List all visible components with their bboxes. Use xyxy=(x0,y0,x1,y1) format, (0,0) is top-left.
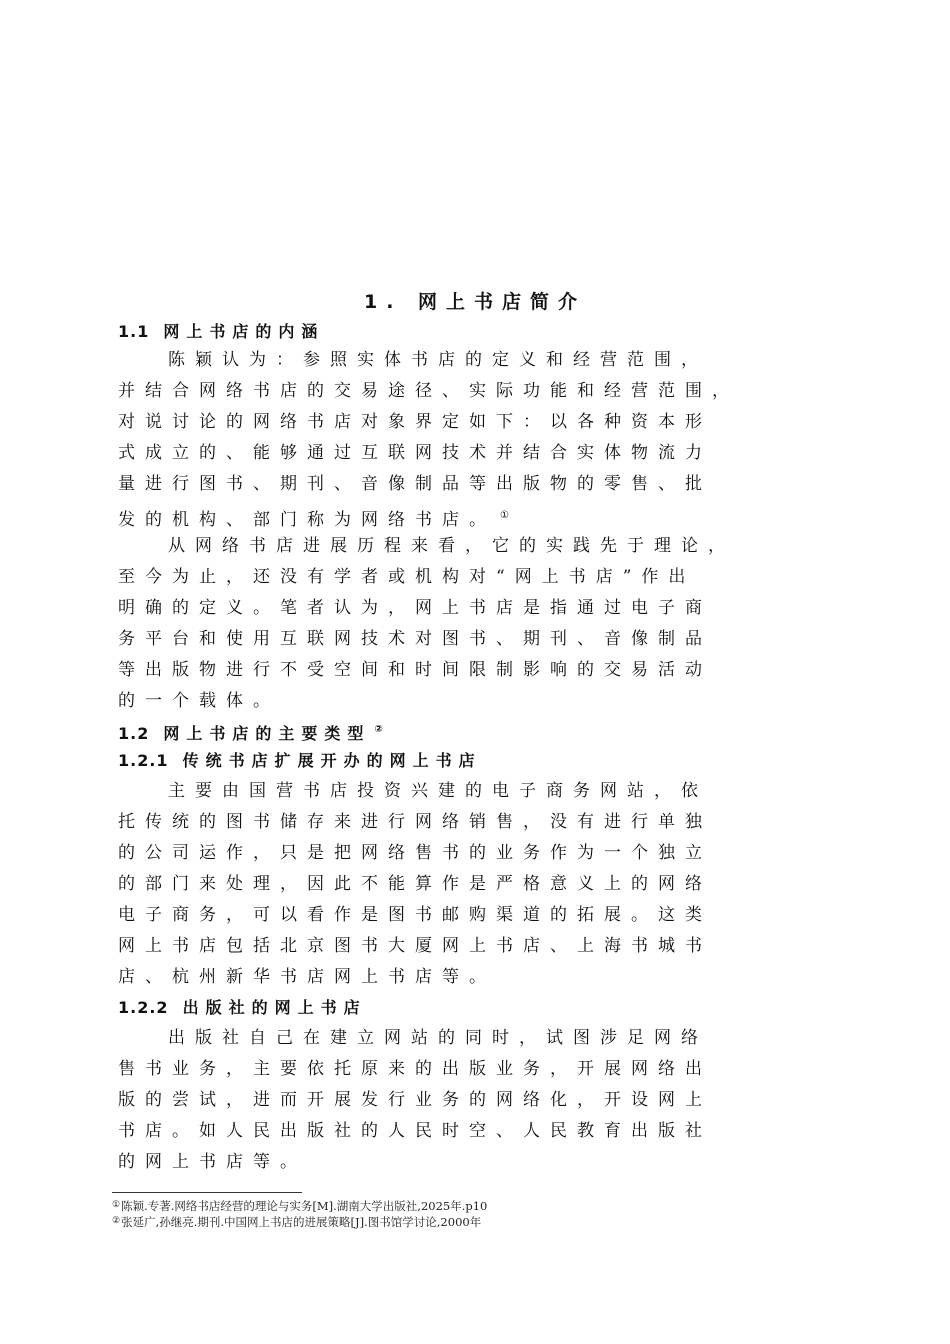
section-heading-text: 网上书店的主要类型 xyxy=(163,724,371,743)
section-heading-1-2-1 xyxy=(118,749,482,773)
text-line: 对说讨论的网络书店对象界定如下：以各种资本形 xyxy=(118,412,712,432)
text-line: 至今为止，还没有学者或机构对“网上书店”作出 xyxy=(118,567,696,587)
text-line: 并结合网络书店的交易途径、实际功能和经营范围， xyxy=(118,381,739,401)
text-line: 版的尝试，进而开展发行业务的网络化，开设网上 xyxy=(118,1090,712,1110)
text-line: 网上书店包括北京图书大厦网上书店、上海书城书 xyxy=(118,936,712,956)
section-heading-text: 传统书店扩展开办的网上书店 xyxy=(182,751,482,770)
text-line: 店、杭州新华书店网上书店等。 xyxy=(118,967,496,987)
section-number: 1.2.1 xyxy=(118,751,169,770)
text-line: 的部门来处理，因此不能算作是严格意义上的网络 xyxy=(118,874,712,894)
text-line: 电子商务，可以看作是图书邮购渠道的拓展。这类 xyxy=(118,905,712,925)
text-line: 售书业务，主要依托原来的出版业务，开展网络出 xyxy=(118,1059,712,1079)
chapter-title: 1. 网上书店简介 xyxy=(363,291,587,313)
footnote-ref[interactable]: ② xyxy=(374,724,383,735)
footnote-2 xyxy=(112,1214,481,1230)
text-line: 主要由国营书店投资兴建的电子商务网站，依 xyxy=(168,781,708,801)
text-line: 从网络书店进展历程来看，它的实践先于理论， xyxy=(168,536,735,556)
footnote-ref[interactable]: ① xyxy=(500,510,509,521)
text-line: 等出版物进行不受空间和时间限制影响的交易活动 xyxy=(118,660,712,680)
footnote-mark: ② xyxy=(112,1216,121,1226)
text-line: 发的机构、部门称为网络书店。 xyxy=(118,510,496,530)
text-line: 陈颖认为：参照实体书店的定义和经营范围， xyxy=(168,350,708,370)
footnote-text: 陈颖.专著.网络书店经营的理论与实务[M].湖南大学出版社,2025年.p10 xyxy=(121,1199,488,1213)
footnote-mark: ① xyxy=(112,1200,121,1210)
text-line: 托传统的图书储存来进行网络销售，没有进行单独 xyxy=(118,812,712,832)
text-line: 书店。如人民出版社的人民时空、人民教育出版社 xyxy=(118,1121,712,1141)
paragraph-1-2-1 xyxy=(118,776,712,993)
text-line: 出版社自己在建立网站的同时，试图涉足网络 xyxy=(168,1028,708,1048)
section-heading-text: 出版社的网上书店 xyxy=(182,998,367,1017)
text-line: 的公司运作，只是把网络售书的业务作为一个独立 xyxy=(118,843,712,863)
text-line: 的网上书店等。 xyxy=(118,1152,307,1172)
text-line: 式成立的、能够通过互联网技术并结合实体物流力 xyxy=(118,443,712,463)
text-line: 明确的定义。笔者认为，网上书店是指通过电子商 xyxy=(118,598,712,618)
section-number: 1.2 xyxy=(118,724,150,743)
text-line: 量进行图书、期刊、音像制品等出版物的零售、批 xyxy=(118,474,712,494)
footnote-separator xyxy=(112,1192,302,1193)
section-heading-1-1 xyxy=(118,320,324,344)
paragraph-1-2-2 xyxy=(118,1023,712,1178)
section-heading-1-2 xyxy=(118,718,383,746)
section-heading-text: 网上书店的内涵 xyxy=(163,322,325,341)
section-number: 1.2.2 xyxy=(118,998,169,1017)
section-number: 1.1 xyxy=(118,322,150,341)
text-line: 务平台和使用互联网技术对图书、期刊、音像制品 xyxy=(118,629,712,649)
paragraph-1-1-b xyxy=(118,531,735,717)
footnote-1 xyxy=(112,1198,487,1214)
section-heading-1-2-2 xyxy=(118,996,367,1020)
footnote-text: 张延广,孙继亮.期刊.中国网上书店的进展策略[J].图书馆学讨论,2000年 xyxy=(121,1215,482,1229)
paragraph-1-1-a xyxy=(118,345,739,531)
text-line: 的一个载体。 xyxy=(118,691,280,711)
